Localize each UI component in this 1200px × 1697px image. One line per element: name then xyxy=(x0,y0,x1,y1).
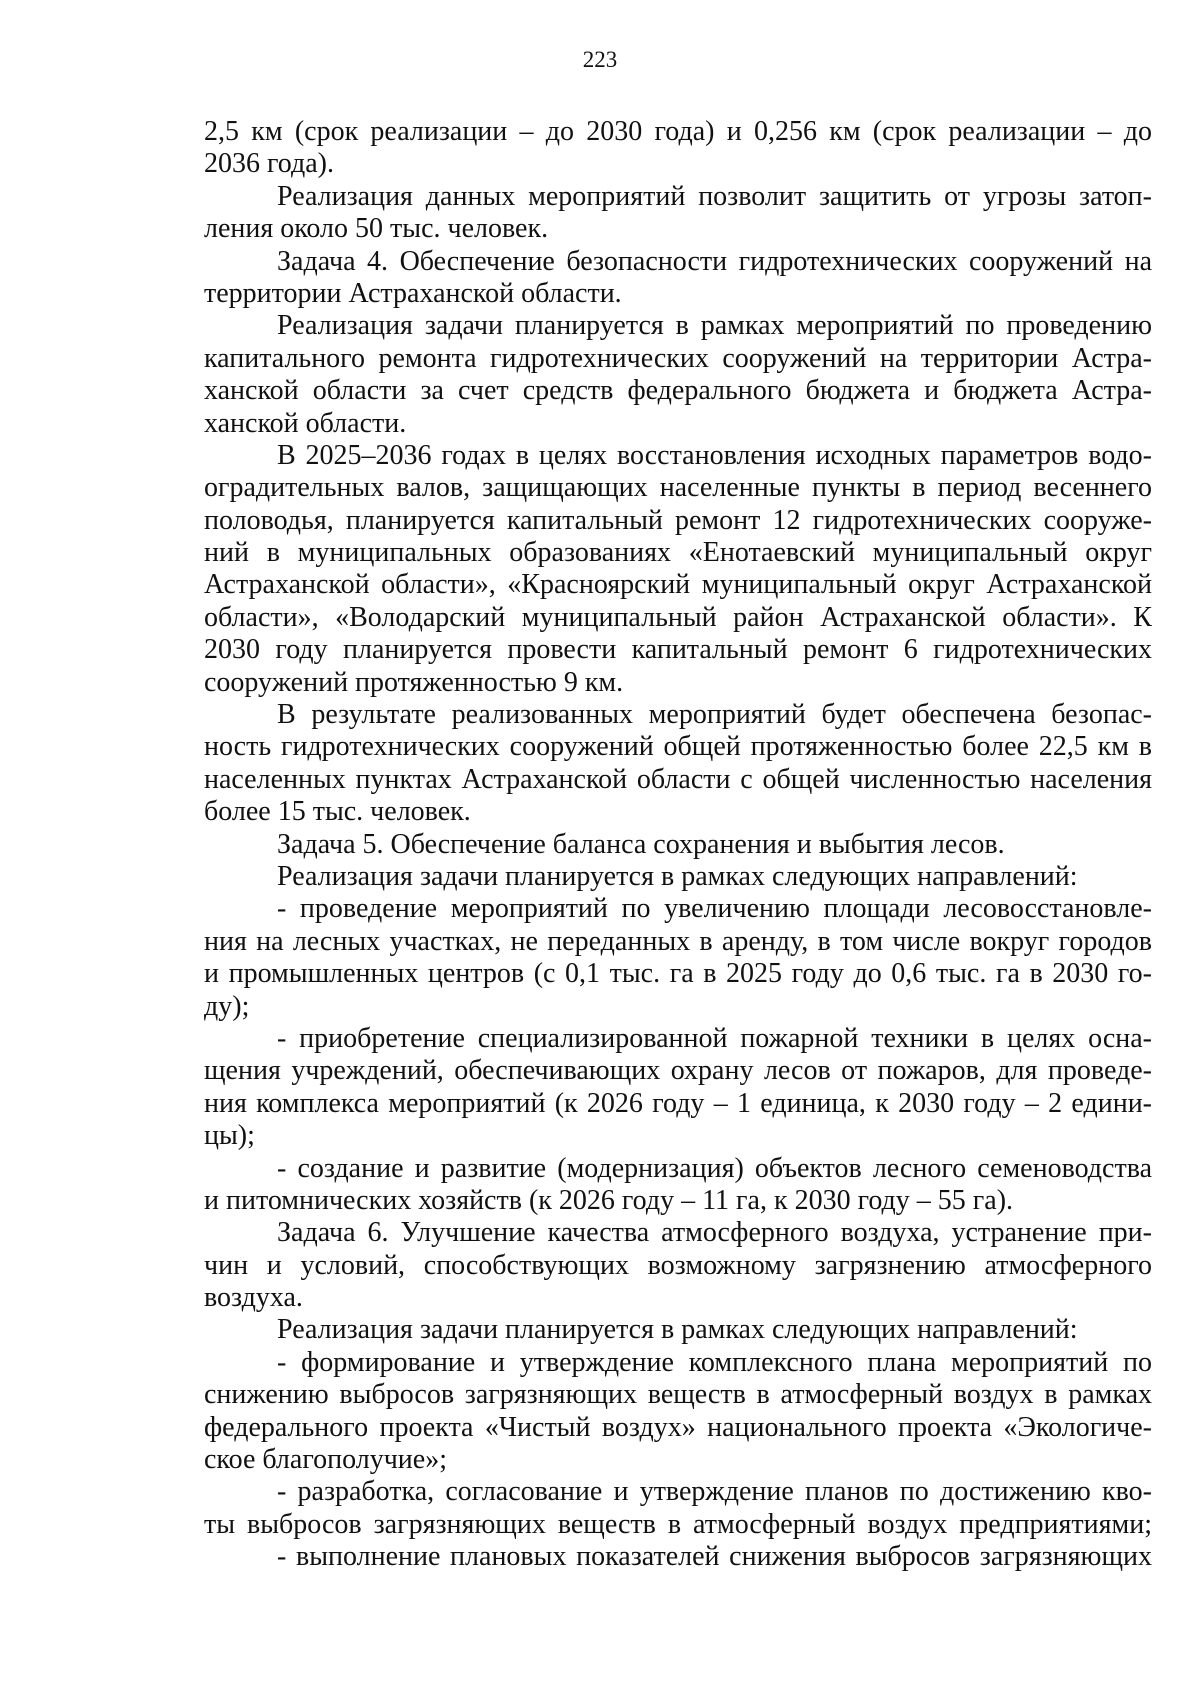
page-number: 223 xyxy=(582,47,618,72)
text-line: федерального проекта «Чистый воздух» национального проекта «Экологиче- xyxy=(204,1411,1152,1443)
text-line: населенных пунктах Астраханской области с общей численностью населения xyxy=(204,763,1152,795)
text-line: и питомнических хозяйств (к 2026 году – 11 га, к 2030 году – 55 га). xyxy=(204,1184,1014,1216)
text-line: Реализация данных мероприятий позволит защитить от угрозы затоп- xyxy=(277,180,1152,212)
text-line: ское благополучие»; xyxy=(204,1444,447,1476)
text-line: капитального ремонта гидротехнических сооружений на территории Астра- xyxy=(204,342,1152,374)
text-line: области», «Володарский муниципальный район Астраханской области». К xyxy=(204,601,1152,633)
text-line: - приобретение специализированной пожарной техники в целях осна- xyxy=(277,1022,1152,1054)
text-line: щения учреждений, обеспечивающих охрану лесов от пожаров, для проведе- xyxy=(204,1055,1152,1087)
text-line: оградительных валов, защищающих населенные пункты в период весеннего xyxy=(204,472,1152,504)
text-line: снижению выбросов загрязняющих веществ в атмосферный воздух в рамках xyxy=(204,1379,1152,1411)
text-line: и промышленных центров (с 0,1 тыс. га в 2025 году до 0,6 тыс. га в 2030 го- xyxy=(204,958,1152,990)
text-line: ность гидротехнических сооружений общей протяженностью более 22,5 км в xyxy=(204,731,1152,763)
text-line: ты выбросов загрязняющих веществ в атмосферный воздух предприятиями; xyxy=(204,1508,1152,1540)
text-line: ления около 50 тыс. человек. xyxy=(204,213,549,245)
text-line: ния комплекса мероприятий (к 2026 году – 1 единица, к 2030 году – 2 едини- xyxy=(204,1087,1152,1119)
text-line: Реализация задачи планируется в рамках мероприятий по проведению xyxy=(277,310,1152,342)
text-line: воздуха. xyxy=(204,1282,303,1314)
text-line: Астраханской области», «Красноярский муниципальный округ Астраханской xyxy=(204,569,1152,601)
text-line: более 15 тыс. человек. xyxy=(204,796,471,828)
text-line: 2036 года). xyxy=(204,148,334,180)
text-line: ний в муниципальных образованиях «Енотаевский муниципальный округ xyxy=(204,537,1152,569)
text-line: ния на лесных участках, не переданных в аренду, в том числе вокруг городов xyxy=(204,925,1152,957)
text-line: - выполнение плановых показателей снижения выбросов загрязняющих xyxy=(277,1541,1152,1573)
text-line: Реализация задачи планируется в рамках следующих направлений: xyxy=(277,860,1078,892)
text-line: 2,5 км (срок реализации – до 2030 года) и 0,256 км (срок реализации – до xyxy=(204,116,1152,147)
text-line: ханской области за счет средств федерального бюджета и бюджета Астра- xyxy=(204,375,1152,407)
text-line: 2030 году планируется провести капитальный ремонт 6 гидротехнических xyxy=(204,634,1152,666)
text-line: половодья, планируется капитальный ремонт 12 гидротехнических сооруже- xyxy=(204,504,1152,536)
text-line: цы); xyxy=(204,1120,255,1152)
text-line: ханской области. xyxy=(204,407,407,439)
text-line: Задача 4. Обеспечение безопасности гидротехнических сооружений на xyxy=(277,245,1152,277)
text-line: В результате реализованных мероприятий будет обеспечена безопас- xyxy=(277,699,1152,731)
text-line: Задача 6. Улучшение качества атмосферного воздуха, устранение при- xyxy=(277,1217,1152,1249)
text-line: - формирование и утверждение комплексного плана мероприятий по xyxy=(277,1346,1152,1378)
text-line: Задача 5. Обеспечение баланса сохранения и выбытия лесов. xyxy=(277,828,1005,860)
text-line: - создание и развитие (модернизация) объектов лесного семеноводства xyxy=(277,1152,1152,1184)
text-line: ду); xyxy=(204,990,250,1022)
text-line: - проведение мероприятий по увеличению площади лесовосстановле- xyxy=(277,893,1152,925)
text-line: чин и условий, способствующих возможному загрязнению атмосферного xyxy=(204,1249,1152,1281)
document-body xyxy=(204,116,1152,1574)
text-line: Реализация задачи планируется в рамках следующих направлений: xyxy=(277,1314,1078,1346)
text-line: В 2025–2036 годах в целях восстановления исходных параметров водо- xyxy=(277,439,1152,471)
text-line: - разработка, согласование и утверждение планов по достижению кво- xyxy=(277,1476,1152,1508)
text-line: территории Астраханской области. xyxy=(204,277,622,309)
text-line: сооружений протяженностью 9 км. xyxy=(204,666,624,698)
